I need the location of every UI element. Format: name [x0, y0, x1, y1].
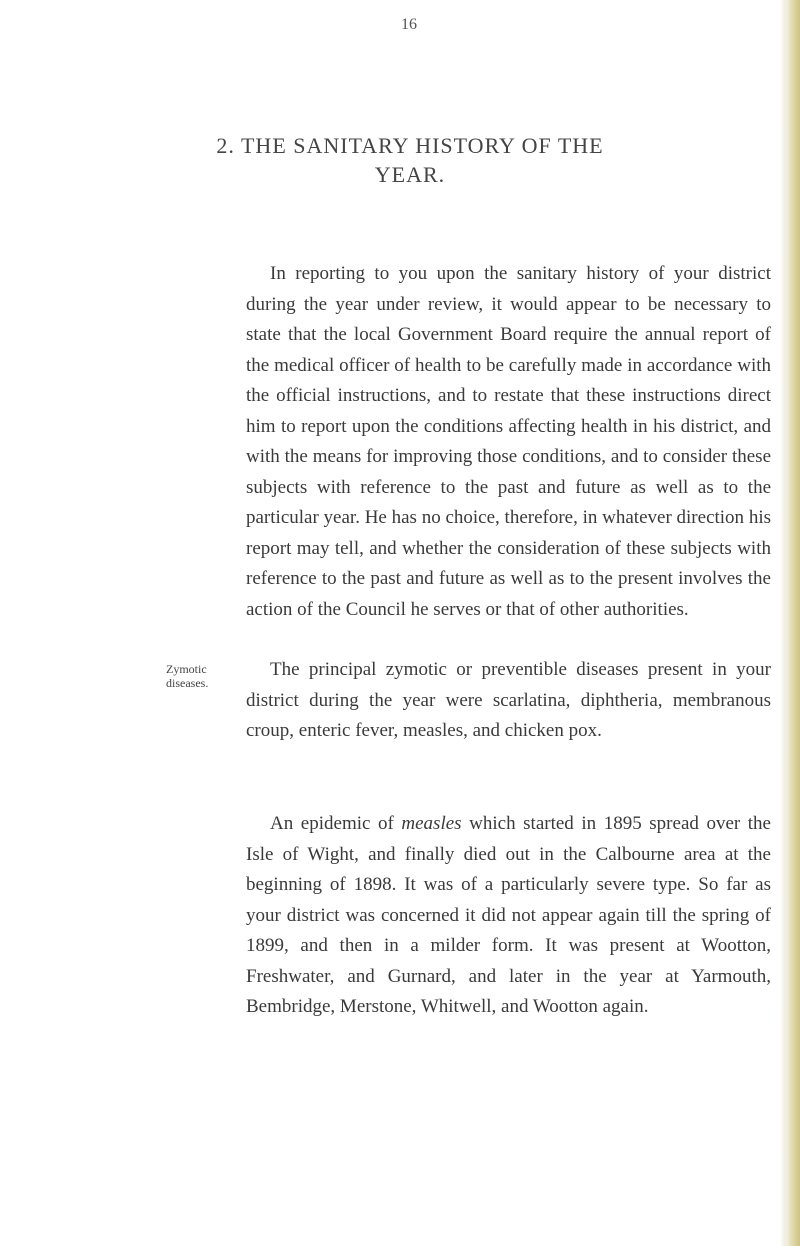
paragraph-sanitary-report: [246, 259, 771, 625]
paragraph-text: In reporting to you upon the sanitary history of your district during the year under review, it would appear to be necessary to state that the local Government Board require the annual report of the medical officer of health to be carefully made in accordance with the official instructions, and to restate that these instructions direct him to report upon the conditions affecting health in his district, and with the means for improving those conditions, and to consider these subjects with reference to the past and future as well as to the particular year. He has no choice, therefore, in whatever direction his report may tell, and whether the consideration of these subjects with reference to the past and future as well as to the present involves the action of the Council he serves or that of other authorities.: [246, 263, 771, 620]
paragraph-text: [246, 809, 771, 1023]
section-heading: 2. THE SANITARY HISTORY OF THE YEAR.: [216, 133, 604, 187]
text-run: An epidemic of: [270, 813, 402, 834]
italic-term-measles: measles: [401, 813, 462, 834]
paragraph-zymotic-diseases: [246, 655, 771, 747]
page-number: 16: [401, 16, 417, 33]
paragraph-text: The principal zymotic or preventible diseases present in your district during the year were scarlatina, diphtheria, membranous croup, enteric fever, measles, and chicken pox.: [246, 659, 771, 741]
margin-note-zymotic: Zymotic diseases.: [166, 662, 209, 690]
page-edge: [786, 0, 800, 1246]
paragraph-measles-epidemic: [246, 809, 771, 1023]
text-run: which started in 1895 spread over the Isle of Wight, and finally died out in the Calbourne area at the beginning of 1898. It was of a particularly severe type. So far as your district was concerned it did not appear again till the spring of 1899, and then in a milder form. It was present at Wootton, Freshwater, and Gurnard, and later in the year at Yarmouth, Bembridge, Merstone, Whitwell, and Wootton again.: [246, 813, 771, 1017]
